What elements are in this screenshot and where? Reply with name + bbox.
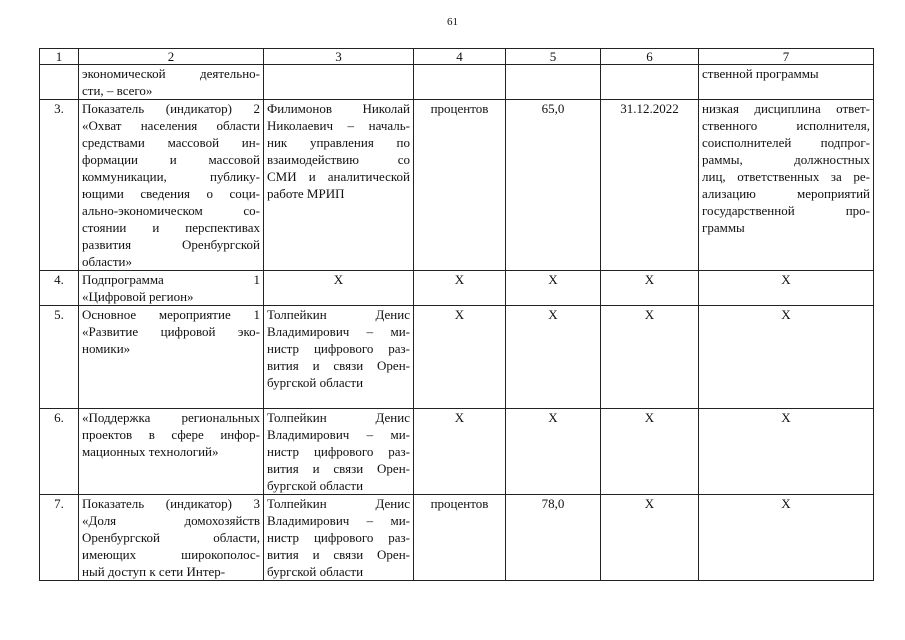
cell-line: нистр цифрового раз- (267, 530, 410, 545)
cell-line: ально-экономическом со- (82, 203, 260, 218)
cell-line: Основное мероприятие 1 (82, 307, 260, 322)
cell-line: коммуникации, публику- (82, 169, 260, 184)
cell-line: средствами массовой ин- (82, 135, 260, 150)
cell-name (79, 65, 264, 100)
cell-unit: процентов (414, 495, 506, 581)
cell-line: области» (82, 254, 132, 269)
header-cell: 1 (40, 49, 79, 65)
table-row (40, 495, 874, 581)
header-cell: 4 (414, 49, 506, 65)
cell-line: ственной программы (702, 66, 819, 81)
cell-line: стоянии и перспективах (82, 220, 260, 235)
cell-line: соисполнителей подпрог- (702, 135, 870, 150)
table-row (40, 65, 874, 100)
cell-name (79, 495, 264, 581)
table-row (40, 409, 874, 495)
cell-line: «Цифровой регион» (82, 289, 194, 304)
cell-responsible (264, 65, 414, 100)
table-row (40, 271, 874, 306)
cell-date: Х (601, 271, 699, 306)
cell-line: имеющих широкополос- (82, 547, 260, 562)
cell-line: бургской области (267, 478, 364, 493)
cell-date: Х (601, 409, 699, 495)
header-cell: 5 (506, 49, 601, 65)
cell-value: Х (506, 271, 601, 306)
cell-responsible (264, 409, 414, 495)
header-cell: 7 (699, 49, 874, 65)
row-number: 4. (40, 271, 79, 306)
header-cell: 3 (264, 49, 414, 65)
cell-line: Владимирович – ми- (267, 513, 410, 528)
cell-line: номики» (82, 341, 131, 356)
cell-line: «Доля домохозяйств (82, 513, 260, 528)
cell-line: экономической деятельно- (82, 66, 260, 81)
cell-name (79, 100, 264, 271)
cell-line: ный доступ к сети Интер- (82, 564, 226, 579)
cell-line: ственного исполнителя, (702, 118, 870, 133)
program-table (39, 48, 874, 581)
cell-line: Филимонов Николай (267, 101, 410, 116)
cell-line: Николаевич – началь- (267, 118, 410, 133)
cell-line: Показатель (индикатор) 3 (82, 496, 260, 511)
cell-name (79, 306, 264, 409)
row-number (40, 65, 79, 100)
cell-line: Владимирович – ми- (267, 427, 410, 442)
cell-line: ализацию мероприятий (702, 186, 870, 201)
cell-line: работе МРИП (267, 186, 345, 201)
cell-line: ющими сведения о соци- (82, 186, 260, 201)
cell-responsible (264, 495, 414, 581)
cell-unit: Х (414, 271, 506, 306)
cell-line: нистр цифрового раз- (267, 444, 410, 459)
row-number: 7. (40, 495, 79, 581)
cell-line: Толпейкин Денис (267, 496, 410, 511)
cell-unit: Х (414, 409, 506, 495)
cell-risk (699, 100, 874, 271)
cell-line: взаимодействию со (267, 152, 410, 167)
table-row (40, 306, 874, 409)
cell-line: Владимирович – ми- (267, 324, 410, 339)
cell-line: бургской области (267, 564, 364, 579)
cell-line: лиц, ответственных за ре- (702, 169, 870, 184)
cell-value: Х (506, 409, 601, 495)
cell-line: формации и массовой (82, 152, 260, 167)
cell-line: государственной про- (702, 203, 870, 218)
cell-line: «Поддержка региональных (82, 410, 260, 425)
table-row (40, 100, 874, 271)
cell-risk: Х (699, 271, 874, 306)
cell-date: Х (601, 495, 699, 581)
cell-responsible (264, 100, 414, 271)
cell-line: сти, – всего» (82, 83, 153, 98)
header-cell: 2 (79, 49, 264, 65)
header-cell: 6 (601, 49, 699, 65)
cell-line: низкая дисциплина ответ- (702, 101, 870, 116)
cell-risk: Х (699, 409, 874, 495)
cell-unit: процентов (414, 100, 506, 271)
cell-line: развития Оренбургской (82, 237, 260, 252)
cell-line: Толпейкин Денис (267, 307, 410, 322)
cell-line: вития и связи Орен- (267, 461, 410, 476)
cell-line: Оренбургской области, (82, 530, 260, 545)
cell-line: проектов в сфере инфор- (82, 427, 260, 442)
cell-value: 78,0 (506, 495, 601, 581)
cell-line: «Развитие цифровой эко- (82, 324, 260, 339)
header-row (40, 49, 874, 65)
row-number: 3. (40, 100, 79, 271)
cell-line: вития и связи Орен- (267, 547, 410, 562)
cell-risk (699, 65, 874, 100)
cell-responsible: Х (264, 271, 414, 306)
cell-line: вития и связи Орен- (267, 358, 410, 373)
cell-risk: Х (699, 306, 874, 409)
cell-value: 65,0 (506, 100, 601, 271)
cell-value (506, 65, 601, 100)
cell-line: ник управления по (267, 135, 410, 150)
cell-date: Х (601, 306, 699, 409)
cell-date (601, 65, 699, 100)
cell-name (79, 409, 264, 495)
cell-line: мационных технологий» (82, 444, 219, 459)
page-number: 61 (447, 16, 458, 28)
row-number: 5. (40, 306, 79, 409)
cell-line: «Охват населения области (82, 118, 260, 133)
cell-line: СМИ и аналитической (267, 169, 410, 184)
cell-line: нистр цифрового раз- (267, 341, 410, 356)
cell-line: раммы, должностных (702, 152, 870, 167)
cell-line: Толпейкин Денис (267, 410, 410, 425)
cell-responsible (264, 306, 414, 409)
cell-unit: Х (414, 306, 506, 409)
cell-value: Х (506, 306, 601, 409)
cell-line: граммы (702, 220, 745, 235)
cell-unit (414, 65, 506, 100)
cell-line: Показатель (индикатор) 2 (82, 101, 260, 116)
cell-line: бургской области (267, 375, 364, 390)
cell-risk: Х (699, 495, 874, 581)
row-number: 6. (40, 409, 79, 495)
cell-name (79, 271, 264, 306)
cell-date: 31.12.2022 (601, 100, 699, 271)
cell-line: Подпрограмма 1 (82, 272, 260, 287)
